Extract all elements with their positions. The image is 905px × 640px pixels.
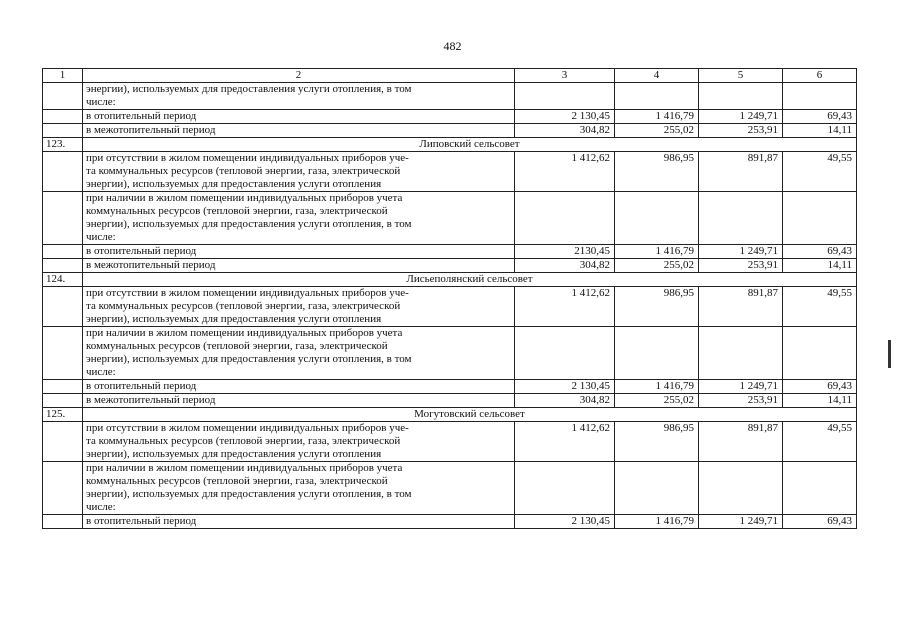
row-number — [43, 515, 83, 529]
value-col-3: 2 130,45 — [515, 110, 615, 124]
value-col-4: 1 416,79 — [615, 245, 699, 259]
value-col-5: 891,87 — [699, 422, 783, 462]
header-cell: 4 — [615, 69, 699, 83]
value-col-5: 891,87 — [699, 287, 783, 327]
value-col-4: 255,02 — [615, 124, 699, 138]
section-number: 125. — [43, 408, 83, 422]
table-row — [43, 515, 857, 529]
row-number — [43, 287, 83, 327]
table-row — [43, 192, 857, 245]
tariff-table — [42, 68, 857, 529]
section-title: Липовский сельсовет — [83, 138, 857, 152]
value-col-5 — [699, 192, 783, 245]
row-description: при отсутствии в жилом помещении индивидуальных приборов уче- та коммунальных ресурсов (тепловой энергии, газа, электрической энергии), используемых для предоставления услуги отопления — [83, 152, 515, 192]
section-number: 123. — [43, 138, 83, 152]
row-number — [43, 394, 83, 408]
row-description: при отсутствии в жилом помещении индивидуальных приборов уче- та коммунальных ресурсов (тепловой энергии, газа, электрической энергии), используемых для предоставления услуги отопления — [83, 287, 515, 327]
value-col-4: 255,02 — [615, 394, 699, 408]
row-description: в отопительный период — [83, 245, 515, 259]
value-col-3 — [515, 462, 615, 515]
row-description: при наличии в жилом помещении индивидуальных приборов учета коммунальных ресурсов (тепловой энергии, газа, электрической энергии), используемых для предоставления услуги отопления, в том числе: — [83, 462, 515, 515]
row-number — [43, 462, 83, 515]
row-description: в отопительный период — [83, 380, 515, 394]
table-row — [43, 462, 857, 515]
value-col-6: 69,43 — [783, 380, 857, 394]
value-col-5: 253,91 — [699, 259, 783, 273]
value-col-5 — [699, 83, 783, 110]
value-col-6: 49,55 — [783, 152, 857, 192]
row-description: при наличии в жилом помещении индивидуальных приборов учета коммунальных ресурсов (тепловой энергии, газа, электрической энергии), используемых для предоставления услуги отопления, в том числе: — [83, 192, 515, 245]
value-col-4: 1 416,79 — [615, 380, 699, 394]
value-col-6: 14,11 — [783, 394, 857, 408]
value-col-3 — [515, 192, 615, 245]
value-col-5: 1 249,71 — [699, 515, 783, 529]
table-header-row — [43, 69, 857, 83]
row-description: в межотопительный период — [83, 124, 515, 138]
table-row — [43, 124, 857, 138]
value-col-6: 69,43 — [783, 515, 857, 529]
page-number: 482 — [443, 39, 462, 53]
value-col-3: 304,82 — [515, 124, 615, 138]
row-number — [43, 192, 83, 245]
section-number: 124. — [43, 273, 83, 287]
row-number — [43, 152, 83, 192]
value-col-5: 253,91 — [699, 124, 783, 138]
row-number — [43, 110, 83, 124]
value-col-4: 255,02 — [615, 259, 699, 273]
row-number — [43, 259, 83, 273]
value-col-3: 304,82 — [515, 259, 615, 273]
value-col-4: 1 416,79 — [615, 110, 699, 124]
value-col-5: 253,91 — [699, 394, 783, 408]
value-col-3 — [515, 83, 615, 110]
value-col-5: 891,87 — [699, 152, 783, 192]
value-col-4: 986,95 — [615, 152, 699, 192]
value-col-6: 69,43 — [783, 110, 857, 124]
row-description: при отсутствии в жилом помещении индивидуальных приборов уче- та коммунальных ресурсов (тепловой энергии, газа, электрической энергии), используемых для предоставления услуги отопления — [83, 422, 515, 462]
row-number — [43, 327, 83, 380]
header-cell: 6 — [783, 69, 857, 83]
table-row — [43, 287, 857, 327]
value-col-4 — [615, 462, 699, 515]
header-cell: 3 — [515, 69, 615, 83]
value-col-5 — [699, 327, 783, 380]
table-row — [43, 245, 857, 259]
value-col-4: 1 416,79 — [615, 515, 699, 529]
table-row — [43, 422, 857, 462]
table-row — [43, 259, 857, 273]
row-description: энергии), используемых для предоставления услуги отопления, в том числе: — [83, 83, 515, 110]
header-cell: 2 — [83, 69, 515, 83]
value-col-6: 69,43 — [783, 245, 857, 259]
value-col-3: 2 130,45 — [515, 380, 615, 394]
table-body — [43, 69, 857, 529]
row-number — [43, 245, 83, 259]
value-col-6: 49,55 — [783, 287, 857, 327]
table-row — [43, 110, 857, 124]
row-description: в межотопительный период — [83, 394, 515, 408]
value-col-3 — [515, 327, 615, 380]
section-row — [43, 273, 857, 287]
value-col-6 — [783, 462, 857, 515]
section-row — [43, 408, 857, 422]
value-col-3: 2 130,45 — [515, 515, 615, 529]
section-row — [43, 138, 857, 152]
value-col-5: 1 249,71 — [699, 245, 783, 259]
value-col-4 — [615, 327, 699, 380]
row-description: в отопительный период — [83, 515, 515, 529]
section-title: Могутовский сельсовет — [83, 408, 857, 422]
value-col-6: 49,55 — [783, 422, 857, 462]
header-cell: 5 — [699, 69, 783, 83]
table-row — [43, 327, 857, 380]
value-col-3: 304,82 — [515, 394, 615, 408]
table-row — [43, 83, 857, 110]
table-row — [43, 380, 857, 394]
value-col-3: 2130,45 — [515, 245, 615, 259]
header-cell: 1 — [43, 69, 83, 83]
margin-mark — [888, 340, 891, 368]
value-col-5: 1 249,71 — [699, 380, 783, 394]
row-number — [43, 422, 83, 462]
table-row — [43, 394, 857, 408]
row-number — [43, 83, 83, 110]
value-col-6 — [783, 327, 857, 380]
row-number — [43, 124, 83, 138]
value-col-5: 1 249,71 — [699, 110, 783, 124]
value-col-6 — [783, 83, 857, 110]
value-col-6: 14,11 — [783, 124, 857, 138]
table-row — [43, 152, 857, 192]
value-col-3: 1 412,62 — [515, 152, 615, 192]
value-col-4 — [615, 192, 699, 245]
row-description: в отопительный период — [83, 110, 515, 124]
value-col-4: 986,95 — [615, 287, 699, 327]
section-title: Лисьеполянский сельсовет — [83, 273, 857, 287]
value-col-4 — [615, 83, 699, 110]
row-number — [43, 380, 83, 394]
value-col-4: 986,95 — [615, 422, 699, 462]
value-col-3: 1 412,62 — [515, 287, 615, 327]
value-col-5 — [699, 462, 783, 515]
value-col-6 — [783, 192, 857, 245]
value-col-3: 1 412,62 — [515, 422, 615, 462]
value-col-6: 14,11 — [783, 259, 857, 273]
row-description: в межотопительный период — [83, 259, 515, 273]
row-description: при наличии в жилом помещении индивидуальных приборов учета коммунальных ресурсов (тепловой энергии, газа, электрической энергии), используемых для предоставления услуги отопления, в том числе: — [83, 327, 515, 380]
